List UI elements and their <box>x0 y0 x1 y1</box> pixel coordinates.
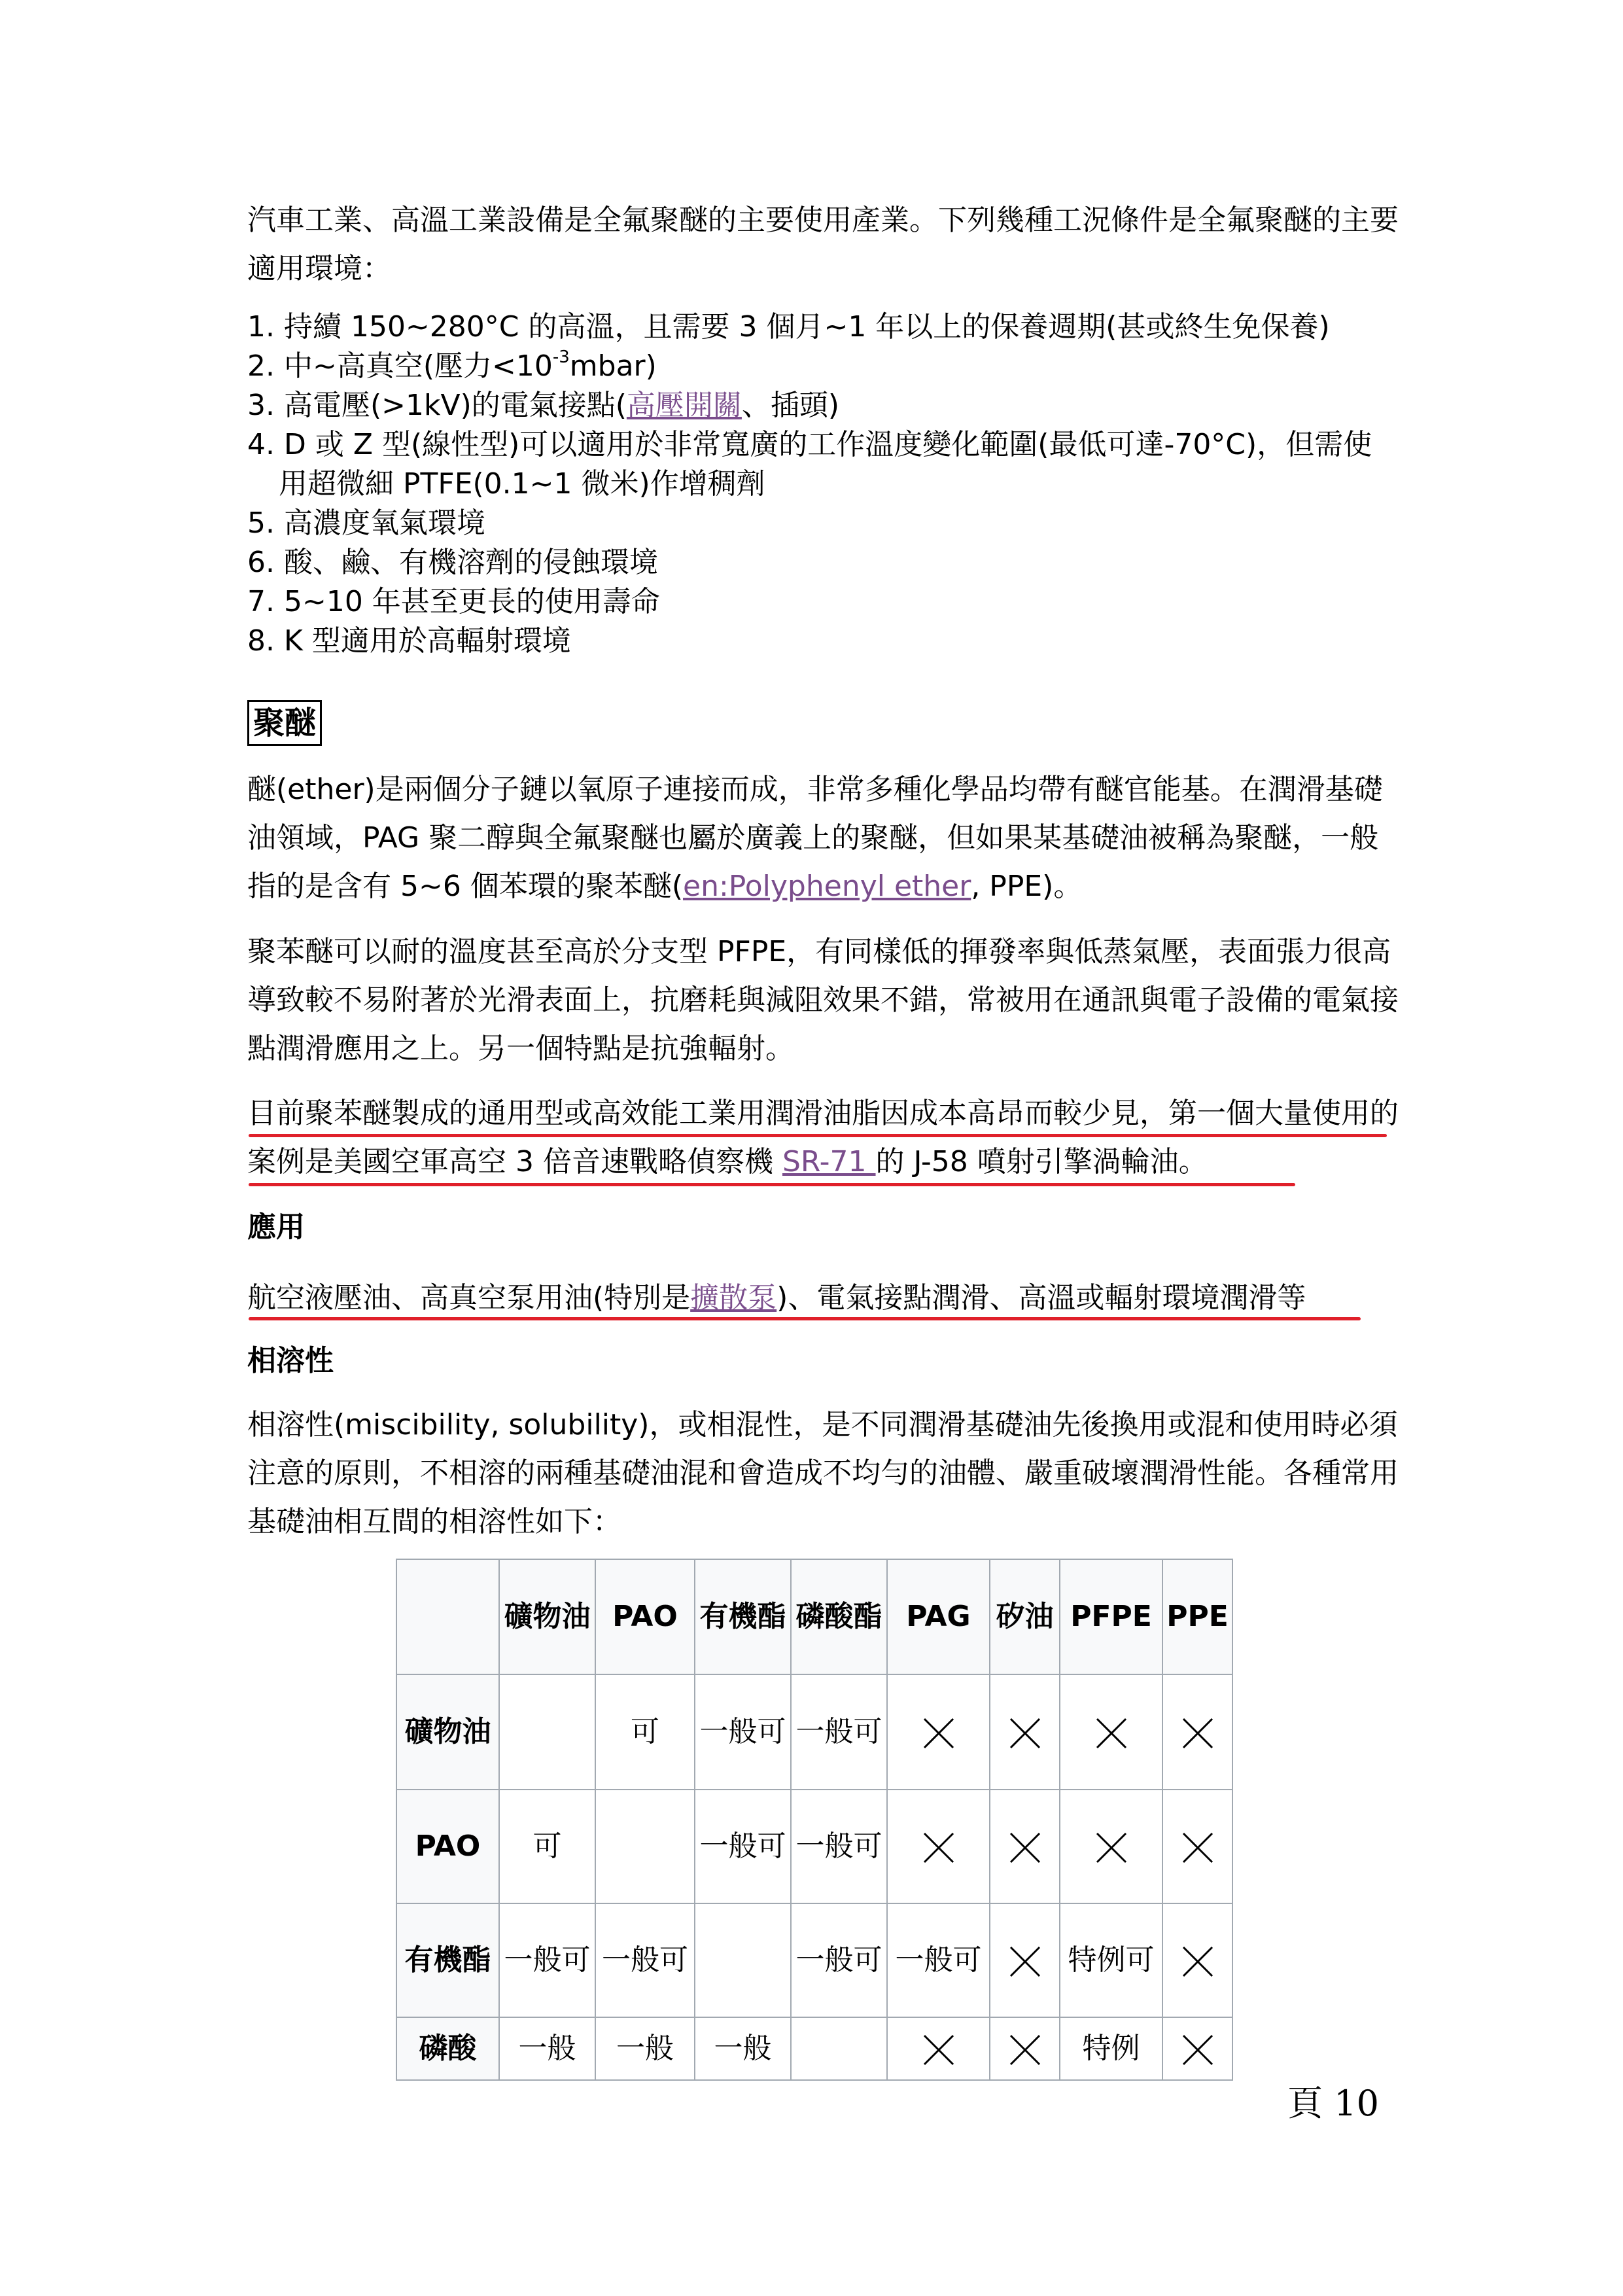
polyphenyl-ether-link[interactable]: en:Polyphenyl ether <box>683 870 971 903</box>
table-cell: 一般 <box>595 2017 695 2080</box>
cross-mark-icon <box>1179 2025 1180 2026</box>
table-cell: 一般可 <box>499 1903 595 2017</box>
x-mark-icon <box>1093 1715 1130 1752</box>
cross-mark-icon <box>1179 1708 1180 1709</box>
heading-compatibility: 相溶性 <box>247 1344 334 1377</box>
x-mark-icon <box>920 2032 957 2068</box>
x-mark-icon <box>1179 1943 1216 1980</box>
list-item: 8. K 型適用於高輻射環境 <box>247 624 571 658</box>
incompatible-cell <box>887 1790 990 1903</box>
list-item: 5. 高濃度氧氣環境 <box>247 506 485 540</box>
intro-paragraph: 汽車工業、高溫工業設備是全氟聚醚的主要使用產業。下列幾種工況條件是全氟聚醚的主要適用環境： <box>247 203 1399 285</box>
compatibility-table <box>396 1559 1233 2081</box>
red-underline-annotation <box>249 1183 1295 1186</box>
table-cell: 特例 <box>1060 2017 1162 2080</box>
row-header-cell: 有機酯 <box>396 1903 499 2017</box>
list-item: 6. 酸、鹼、有機溶劑的侵蝕環境 <box>247 546 658 579</box>
cross-mark-icon <box>1179 1823 1180 1824</box>
incompatible-cell <box>887 1674 990 1790</box>
table-row <box>396 1674 1232 1790</box>
table-cell: 一般可 <box>695 1674 791 1790</box>
incompatible-cell <box>990 2017 1060 2080</box>
incompatible-cell <box>887 2017 990 2080</box>
table-cell <box>595 1790 695 1903</box>
table-cell: 一般可 <box>791 1674 887 1790</box>
table-cell: 特例可 <box>1060 1903 1162 2017</box>
red-underline-annotation <box>249 1134 1387 1137</box>
x-mark-icon <box>1007 1829 1043 1866</box>
table-cell: 一般可 <box>791 1903 887 2017</box>
high-voltage-switch-link[interactable]: 高壓開關 <box>626 389 742 422</box>
x-mark-icon <box>1093 1829 1130 1866</box>
application-paragraph: 航空液壓油、高真空泵用油(特別是擴散泵)、電氣接點潤滑、高溫或輻射環境潤滑等 <box>247 1281 1306 1315</box>
table-cell: 一般可 <box>595 1903 695 2017</box>
incompatible-cell <box>990 1903 1060 2017</box>
header-cell: PPE <box>1162 1559 1232 1674</box>
x-mark-icon <box>920 1715 957 1752</box>
table-header-row <box>396 1559 1232 1674</box>
incompatible-cell <box>1162 2017 1232 2080</box>
list-item: 3. 高電壓(>1kV)的電氣接點(高壓開關、插頭) <box>247 389 840 422</box>
table-cell <box>499 1674 595 1790</box>
header-cell: PAO <box>595 1559 695 1674</box>
incompatible-cell <box>990 1674 1060 1790</box>
incompatible-cell <box>1162 1674 1232 1790</box>
row-header-cell: 磷酸 <box>396 2017 499 2080</box>
list-item: 1. 持續 150~280°C 的高溫，且需要 3 個月~1 年以上的保養週期(甚或終生免保養) <box>247 310 1330 344</box>
table-cell <box>695 1903 791 2017</box>
header-cell: 磷酸酯 <box>791 1559 887 1674</box>
heading-application: 應用 <box>247 1210 305 1244</box>
table-row <box>396 1903 1232 2017</box>
x-mark-icon <box>1179 1829 1216 1866</box>
table-cell: 可 <box>499 1790 595 1903</box>
ppe-usage-paragraph: 目前聚苯醚製成的通用型或高效能工業用潤滑油脂因成本高昂而較少見，第一個大量使用的案例是美國空軍高空 3 倍音速戰略偵察機 SR-71 的 J-58 噴射引擎渦輪油。 <box>247 1097 1399 1178</box>
x-mark-icon <box>1007 2032 1043 2068</box>
x-mark-icon <box>1179 2032 1216 2068</box>
incompatible-cell <box>1162 1903 1232 2017</box>
incompatible-cell <box>1060 1790 1162 1903</box>
x-mark-icon <box>1007 1715 1043 1752</box>
table-cell: 一般可 <box>695 1790 791 1903</box>
table-cell: 一般 <box>499 2017 595 2080</box>
list-item: 4. D 或 Z 型(線性型)可以適用於非常寬廣的工作溫度變化範圍(最低可達-70°C)，但需使用超微細 PTFE(0.1~1 微米)作增稠劑 <box>247 428 1372 501</box>
row-header-cell: PAO <box>396 1790 499 1903</box>
x-mark-icon <box>1007 1943 1043 1980</box>
header-cell: PAG <box>887 1559 990 1674</box>
header-cell: 矽油 <box>990 1559 1060 1674</box>
cross-mark-icon <box>920 1708 921 1709</box>
diffusion-pump-link[interactable]: 擴散泵 <box>690 1281 777 1315</box>
list-item: 7. 5~10 年甚至更長的使用壽命 <box>247 585 660 618</box>
table-cell: 一般 <box>695 2017 791 2080</box>
ether-paragraph: 醚(ether)是兩個分子鏈以氧原子連接而成，非常多種化學品均帶有醚官能基。在潤滑基礎油領域，PAG 聚二醇與全氟聚醚也屬於廣義上的聚醚，但如果某基礎油被稱為聚醚，一般指的是含有 5~6 個苯環的聚苯醚(en:Polyphenyl ether, PPE)。 <box>247 773 1383 903</box>
table-cell: 可 <box>595 1674 695 1790</box>
table-cell: 一般可 <box>791 1790 887 1903</box>
x-mark-icon <box>1179 1715 1216 1752</box>
page-number: 頁 10 <box>1287 2083 1379 2124</box>
x-mark-icon <box>920 1829 957 1866</box>
compatibility-paragraph: 相溶性(miscibility, solubility)，或相混性，是不同潤滑基礎油先後換用或混和使用時必須注意的原則，不相溶的兩種基礎油混和會造成不均勻的油體、嚴重破壞潤滑性能。各種常用基礎油相互間的相溶性如下： <box>247 1408 1399 1538</box>
incompatible-cell <box>990 1790 1060 1903</box>
header-cell: 有機酯 <box>695 1559 791 1674</box>
header-cell: 礦物油 <box>499 1559 595 1674</box>
cross-mark-icon <box>920 1823 921 1824</box>
incompatible-cell <box>1060 1674 1162 1790</box>
incompatible-cell <box>1162 1790 1232 1903</box>
table-cell: 一般可 <box>887 1903 990 2017</box>
ppe-properties-paragraph: 聚苯醚可以耐的溫度甚至高於分支型 PFPE，有同樣低的揮發率與低蒸氣壓，表面張力很高導致較不易附著於光滑表面上，抗磨耗與減阻效果不錯，常被用在通訊與電子設備的電氣接點潤滑應用之上。另一個特點是抗強輻射。 <box>247 935 1399 1065</box>
header-cell: PFPE <box>1060 1559 1162 1674</box>
section-title-polyether: 聚醚 <box>247 700 322 746</box>
table-row <box>396 2017 1232 2080</box>
sr71-link[interactable]: SR-71 <box>782 1145 876 1178</box>
table-cell <box>791 2017 887 2080</box>
conditions-list <box>247 308 1399 661</box>
list-item: 2. 中~高真空(壓力$<10^{-3}mbar$) <box>247 347 657 383</box>
header-cell <box>396 1559 499 1674</box>
cross-mark-icon <box>1093 1823 1094 1824</box>
cross-mark-icon <box>920 2025 921 2026</box>
red-underline-annotation <box>249 1317 1361 1320</box>
row-header-cell: 礦物油 <box>396 1674 499 1790</box>
table-row <box>396 1790 1232 1903</box>
cross-mark-icon <box>1093 1708 1094 1709</box>
